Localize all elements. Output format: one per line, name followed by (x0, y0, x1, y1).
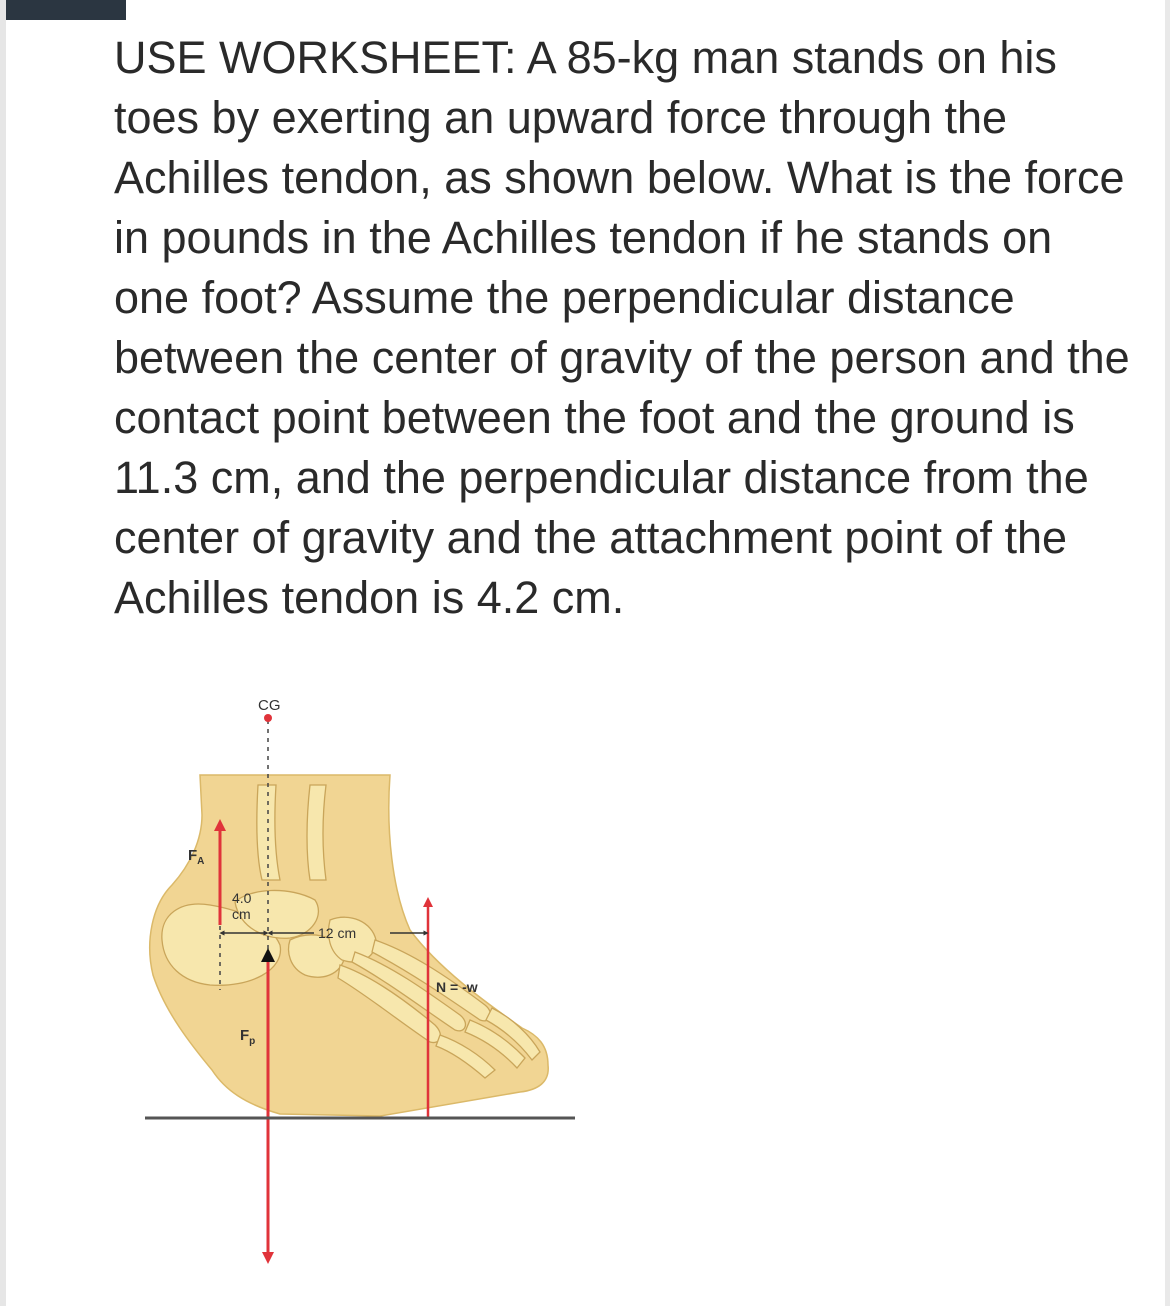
fp-label: F (240, 1027, 250, 1044)
question-text: USE WORKSHEET: A 85-kg man stands on his toes by exerting an upward force through the Achilles tendon, as shown below. What is the force in pounds in the Achilles tendon if he stands on one foot? Assume the perpendicular distance between the center of gravity of the person and the contact point between the foot and the ground is 11.3 cm, and the perpendicular distance from the center of gravity and the attachment point of the Achilles tendon is 4.2 cm. (114, 32, 1130, 623)
normal-force-label: N = -w (436, 979, 478, 995)
dimension-small-unit: cm (232, 906, 251, 922)
right-frame-edge (1165, 0, 1170, 1306)
left-frame-edge (0, 0, 6, 1306)
top-dark-tab (6, 0, 126, 20)
cg-label: CG (258, 697, 281, 714)
dimension-large-label: 12 cm (318, 925, 357, 941)
fa-subscript: A (197, 856, 205, 867)
fa-label: F (188, 847, 198, 864)
foot-diagram (140, 690, 590, 1290)
dimension-small-value: 4.0 (232, 890, 252, 906)
fp-subscript: p (249, 1036, 256, 1047)
cg-dot (264, 714, 272, 722)
